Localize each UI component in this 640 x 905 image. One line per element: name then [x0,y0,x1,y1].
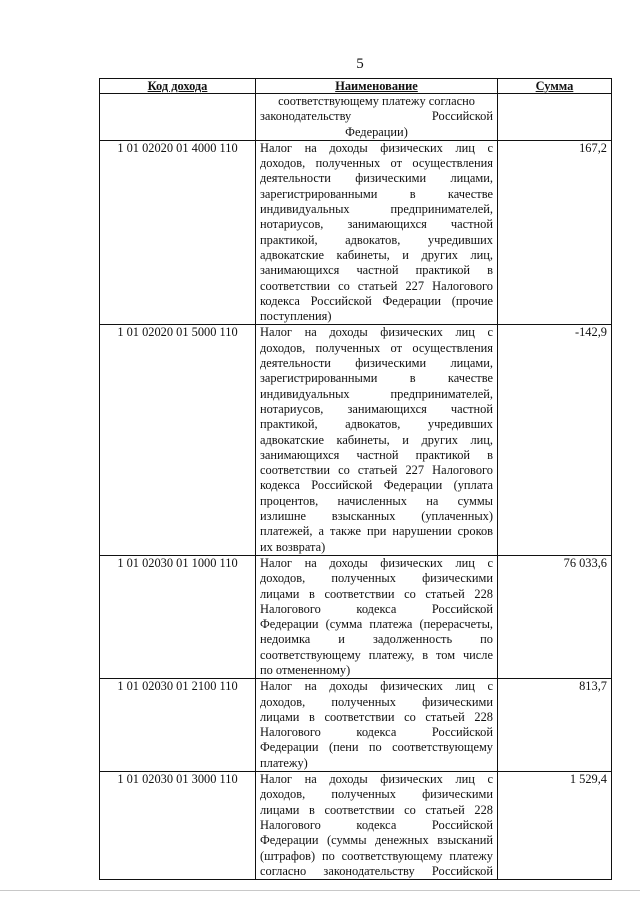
name-line: адвокатские кабинеты, и других лиц, [260,247,493,262]
table-row [100,679,612,772]
name-line: кодекса Российской Федерации (уплата [260,478,493,493]
income-name [256,94,498,141]
name-line: индивидуальных предпринимателей, [260,202,493,217]
income-code: 1 01 02030 01 3000 110 [100,772,256,880]
name-line: доходов, полученных физическими [260,571,493,586]
name-line: Налог на доходы физических лиц с [260,772,493,787]
name-line: платежу) [260,755,308,770]
income-sum: 167,2 [498,140,612,325]
name-line: кодекса Российской Федерации (прочие [260,293,493,308]
name-line: поступления) [260,309,332,324]
income-code: 1 01 02030 01 1000 110 [100,555,256,678]
income-code: 1 01 02020 01 4000 110 [100,140,256,325]
name-line: платежей, а также при нарушении сроков [260,524,493,539]
table-row [100,325,612,555]
name-line: нотариусов, занимающихся частной [260,401,493,416]
table-row [100,555,612,678]
name-line: лицами в соответствии со статьей 228 [260,802,493,817]
income-sum: 76 033,6 [498,555,612,678]
name-line: деятельности физическими лицами, [260,171,493,186]
name-line: адвокатские кабинеты, и других лиц, [260,432,493,447]
header-name: Наименование [256,79,498,94]
table-body [100,94,612,880]
name-line: лицами в соответствии со статьей 228 [260,586,493,601]
header-code: Код дохода [100,79,256,94]
name-line: соответствии со статьей 227 Налогового [260,463,493,478]
table-header-row [100,79,612,94]
name-line: доходов, полученных от осуществления [260,340,493,355]
name-line: доходов, полученных физическими [260,694,493,709]
name-line: соответствующему платежу, в том числе [260,647,493,662]
name-line: соответствии со статьей 227 Налогового [260,278,493,293]
name-line: законодательству Российской [260,109,493,124]
name-line: излишне взысканных (уплаченных) [260,509,493,524]
page-edge-divider [0,890,640,891]
table-row [100,140,612,325]
name-line: Федерации (суммы денежных взысканий [260,833,493,848]
name-line: Налогового кодекса Российской [260,725,493,740]
name-line: индивидуальных предпринимателей, [260,386,493,401]
income-name [256,325,498,555]
name-line: (штрафов) по соответствующему платежу [260,848,493,863]
name-line: недоимка и задолженность по [260,632,493,647]
name-line: нотариусов, занимающихся частной [260,217,493,232]
name-line: согласно законодательству Российской [260,863,493,878]
name-line: Федерации (пени по соответствующему [260,740,493,755]
income-name [256,772,498,880]
revenue-table [99,78,612,880]
header-sum: Сумма [498,79,612,94]
name-line: соответствующему платежу согласно [278,94,475,108]
income-code [100,94,256,141]
name-line: деятельности физическими лицами, [260,356,493,371]
name-line: зарегистрированными в качестве [260,186,493,201]
name-line: занимающихся частной практикой в [260,263,493,278]
table-row [100,772,612,880]
name-line: Налог на доходы физических лиц с [260,555,493,570]
name-line: Налог на доходы физических лиц с [260,679,493,694]
table-row [100,94,612,141]
income-sum: -142,9 [498,325,612,555]
name-line: Налогового кодекса Российской [260,601,493,616]
name-line: Федерации) [345,124,408,139]
name-line: доходов, полученных от осуществления [260,156,493,171]
income-name [256,679,498,772]
income-sum: 1 529,4 [498,772,612,880]
page-number: 5 [356,56,364,72]
income-sum: 813,7 [498,679,612,772]
income-name [256,555,498,678]
income-code: 1 01 02030 01 2100 110 [100,679,256,772]
name-line: их возврата) [260,539,326,554]
name-line: по отмененному) [260,662,351,677]
name-line: процентов, начисленных на суммы [260,493,493,508]
name-line: занимающихся частной практикой в [260,447,493,462]
name-line: лицами в соответствии со статьей 228 [260,709,493,724]
name-line: практикой, адвокатов, учредивших [260,417,493,432]
name-line: зарегистрированными в качестве [260,371,493,386]
name-line: Налог на доходы физических лиц с [260,325,493,340]
income-name [256,140,498,325]
name-line: Налог на доходы физических лиц с [260,140,493,155]
name-line: Налогового кодекса Российской [260,817,493,832]
name-line: Федерации (сумма платежа (перерасчеты, [260,617,493,632]
income-sum [498,94,612,141]
income-code: 1 01 02020 01 5000 110 [100,325,256,555]
name-line: доходов, полученных физическими [260,787,493,802]
name-line: практикой, адвокатов, учредивших [260,232,493,247]
